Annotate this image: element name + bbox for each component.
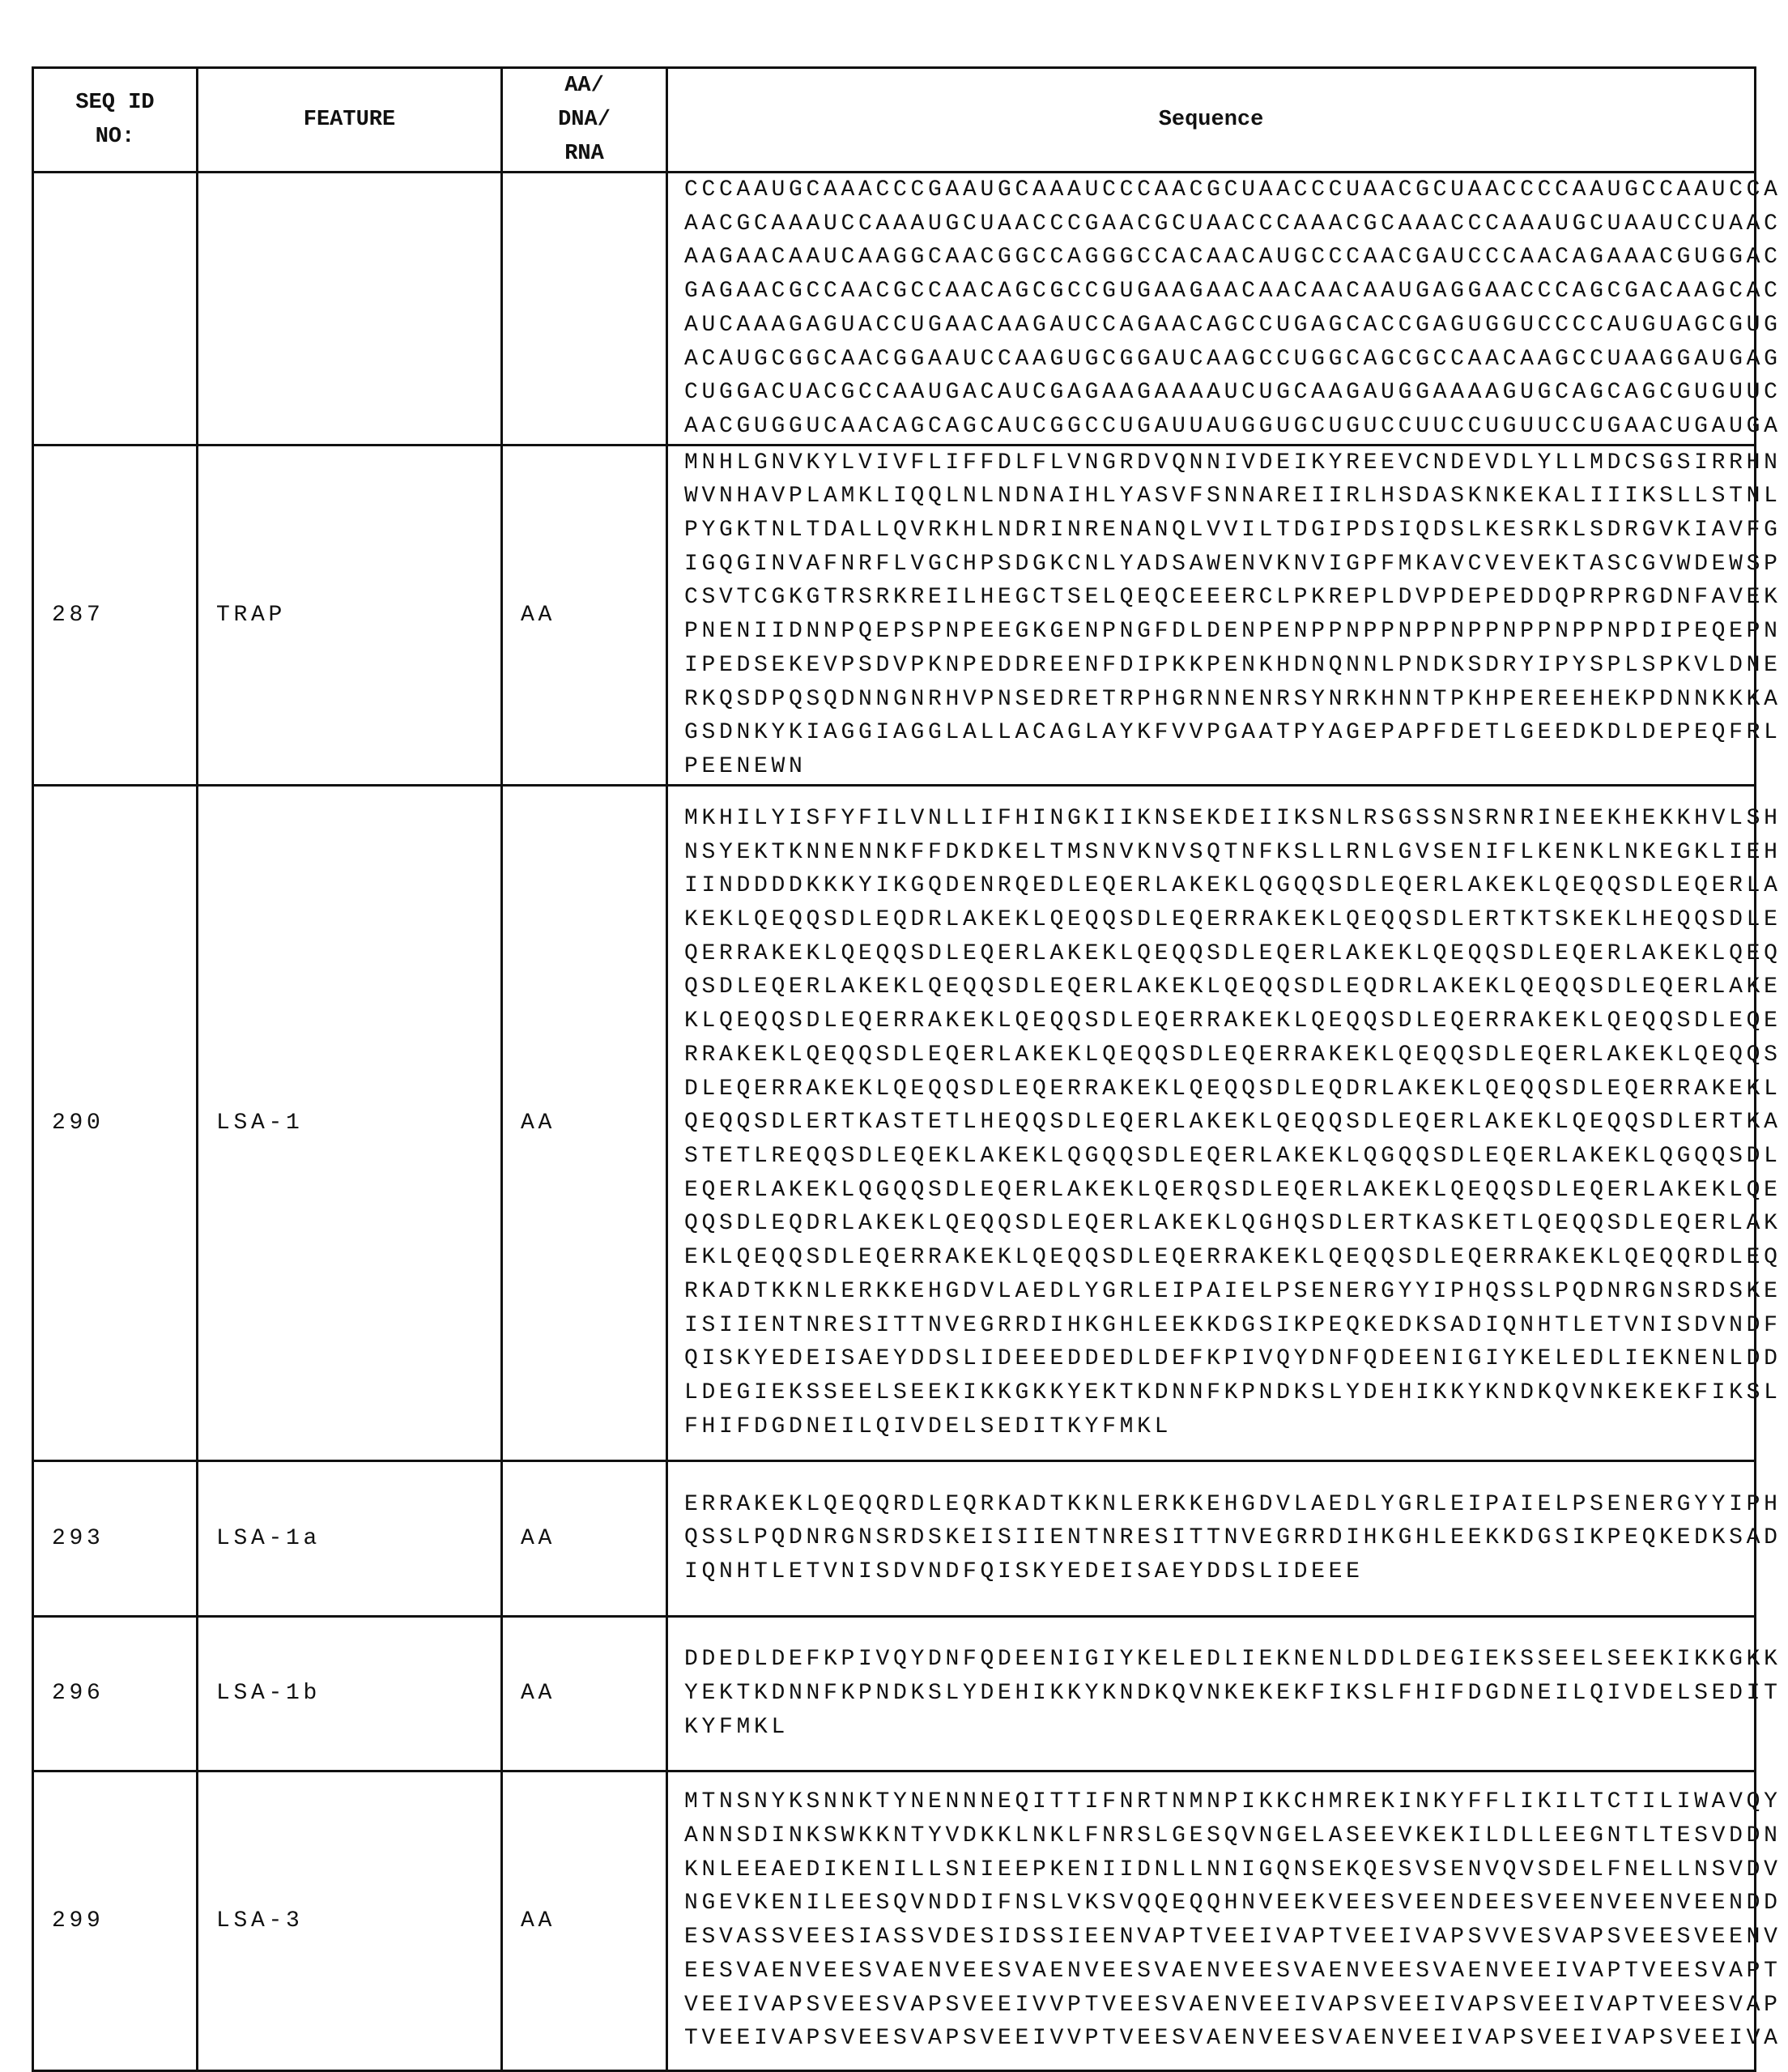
header-type-line: AA/ xyxy=(503,69,666,103)
type-cell-text: AA xyxy=(521,603,556,628)
feature-cell-text: TRAP xyxy=(216,603,286,628)
sequence-line: CSVTCGKGTRSRKREILHEGCTSELQEQCEEERCLPKREPLDVPDEPEDDQPRPRGDNFAVEK xyxy=(684,581,1754,615)
sequence-line: TVEEIVAPSVEESVAPSVEEIVVPTVEESVAENVEESVAENVEEIVAPSVEEIVAPSVEEIVA xyxy=(684,2022,1754,2056)
feature-cell xyxy=(198,1771,502,2070)
sequence-line: QQSDLEQDRLAKEKLQEQQSDLEQERLAKEKLQGHQSDLERTKASKETLQEQQSDLEQERLAK xyxy=(684,1207,1754,1241)
header-row xyxy=(33,68,1756,173)
type-cell xyxy=(502,785,667,1460)
type-cell xyxy=(502,173,667,446)
seq-id-cell-text: 293 xyxy=(52,1526,104,1551)
feature-cell-text: LSA-1b xyxy=(216,1681,321,1706)
sequence-line: RKQSDPQSQDNNGNRHVPNSEDRETRPHGRNNENRSYNRKHNNTPKHPEREEHEKPDNNKKKA xyxy=(684,683,1754,717)
sequence-line: CCCAAUGCAAACCCGAAUGCAAAUCCCAACGCUAACCCUAACGCUAACCCCAAUGCCAAUCCA xyxy=(684,173,1754,207)
feature-cell xyxy=(198,785,502,1460)
sequence-line: PNENIIDNNPQEPSPNPEEGKGENPNGFDLDENPENPPNPPNPPNPPNPPNPPNPDIPEQEPN xyxy=(684,615,1754,649)
sequence-line: FHIFDGDNEILQIVDELSEDITKYFMKL xyxy=(684,1410,1754,1444)
sequence-line: QSDLEQERLAKEKLQEQQSDLEQERLAKEKLQEQQSDLEQDRLAKEKLQEQQSDLEQERLAKE xyxy=(684,970,1754,1004)
sequence-line: LDEGIEKSSEELSEEKIKKGKKYEKTKDNNFKPNDKSLYDEHIKKYKNDKQVNKEKEKFIKSL xyxy=(684,1376,1754,1410)
seq-id-cell xyxy=(33,445,198,785)
sequence-cell xyxy=(667,1460,1756,1616)
sequence-line: IINDDDDKKKYIKGQDENRQEDLEQERLAKEKLQGQQSDLEQERLAKEKLQEQQSDLEQERLA xyxy=(684,869,1754,903)
sequence-line: DDEDLDEFKPIVQYDNFQDEENIGIYKELEDLIEKNENLDDLDEGIEKSSEELSEEKIKKGKK xyxy=(684,1643,1754,1677)
feature-cell xyxy=(198,1616,502,1771)
seq-id-cell xyxy=(33,1771,198,2070)
sequence-line: WVNHAVPLAMKLIQQLNLNDNAIHLYASVFSNNAREIIRLHSDASKNKEKALIIIKSLLSTNL xyxy=(684,480,1754,514)
sequence-line: KYFMKL xyxy=(684,1711,1754,1745)
seq-id-cell xyxy=(33,785,198,1460)
sequence-line: QERRAKEKLQEQQSDLEQERLAKEKLQEQQSDLEQERLAKEKLQEQQSDLEQERLAKEKLQEQ xyxy=(684,937,1754,971)
sequence-line: AUCAAAGAGUACCUGAACAAGAUCCAGAACAGCCUGAGCACCGAGUGGUCCCCAUGUAGCGUG xyxy=(684,309,1754,343)
sequence-line: QEQQSDLERTKASTETLHEQQSDLEQERLAKEKLQEQQSDLEQERLAKEKLQEQQSDLERTKA xyxy=(684,1106,1754,1140)
feature-cell-text: LSA-1 xyxy=(216,1111,304,1136)
type-cell-text: AA xyxy=(521,1526,556,1551)
sequence-line: RRAKEKLQEQQSDLEQERLAKEKLQEQQSDLEQERRAKEKLQEQQSDLEQERLAKEKLQEQQS xyxy=(684,1038,1754,1072)
sequence-line: IGQGINVAFNRFLVGCHPSDGKCNLYADSAWENVKNVIGPFMKAVCVEVEKTASCGVWDEWSP xyxy=(684,548,1754,582)
sequence-line: NSYEKTKNNENNKFFDKDKELTMSNVKNVSQTNFKSLLRNLGVSENIFLKENKLNKEGKLIEH xyxy=(684,836,1754,870)
header-feature: FEATURE xyxy=(198,68,502,173)
sequence-line: PEENEWN xyxy=(684,750,1754,784)
table-row xyxy=(33,1771,1756,2070)
type-cell-text: AA xyxy=(521,1681,556,1706)
sequence-table xyxy=(32,66,1756,2072)
seq-id-cell xyxy=(33,1616,198,1771)
sequence-line: AAGAACAAUCAAGGCAACGGCCAGGGCCACAACAUGCCCAACGAUCCCAACAGAAACGUGGAC xyxy=(684,241,1754,275)
header-seq-id-line: SEQ ID xyxy=(34,86,196,120)
sequence-cell xyxy=(667,1771,1756,2070)
header-seq-id xyxy=(33,68,198,173)
type-cell xyxy=(502,445,667,785)
table-row xyxy=(33,1616,1756,1771)
sequence-line: GSDNKYKIAGGIAGGLALLACAGLAYKFVVPGAATPYAGEPAPFDETLGEEDKDLDEPEQFRL xyxy=(684,716,1754,750)
header-type-line: DNA/ xyxy=(503,103,666,137)
sequence-line: QISKYEDEISAEYDDSLIDEEEDDEDLDEFKPIVQYDNFQDEENIGIYKELEDLIEKNENLDD xyxy=(684,1342,1754,1376)
sequence-line: ESVASSVEESIASSVDESIDSSIEENVAPTVEEIVAPTVEEIVAPSVVESVAPSVEESVEENV xyxy=(684,1921,1754,1955)
seq-id-cell xyxy=(33,173,198,446)
type-cell xyxy=(502,1460,667,1616)
seq-id-cell-text: 287 xyxy=(52,603,104,628)
sequence-line: KNLEEAEDIKENILLSNIEEPKENIIDNLLNNIGQNSEKQESVSENVQVSDELFNELLNSVDV xyxy=(684,1853,1754,1887)
sequence-line: EKLQEQQSDLEQERRAKEKLQEQQSDLEQERRAKEKLQEQQSDLEQERRAKEKLQEQQRDLEQ xyxy=(684,1241,1754,1275)
sequence-line: ANNSDINKSWKKNTYVDKKLNKLFNRSLGESQVNGELASEEVKEKILDLLEEGNTLTESVDDN xyxy=(684,1819,1754,1853)
sequence-line: EQERLAKEKLQGQQSDLEQERLAKEKLQERQSDLEQERLAKEKLQEQQSDLEQERLAKEKLQE xyxy=(684,1174,1754,1208)
sequence-line: STETLREQQSDLEQEKLAKEKLQGQQSDLEQERLAKEKLQGQQSDLEQERLAKEKLQGQQSDL xyxy=(684,1140,1754,1174)
sequence-line: YEKTKDNNFKPNDKSLYDEHIKKYKNDKQVNKEKEKFIKSLFHIFDGDNEILQIVDELSEDIT xyxy=(684,1677,1754,1711)
sequence-line: ERRAKEKLQEQQRDLEQRKADTKKNLERKKEHGDVLAEDLYGRLEIPAIELPSENERGYYIPH xyxy=(684,1488,1754,1522)
sequence-line: KEKLQEQQSDLEQDRLAKEKLQEQQSDLEQERRAKEKLQEQQSDLERTKTSKEKLHEQQSDLE xyxy=(684,903,1754,937)
sequence-line: EESVAENVEESVAENVEESVAENVEESVAENVEESVAENVEESVAENVEEIVAPTVEESVAPT xyxy=(684,1955,1754,1989)
type-cell-text: AA xyxy=(521,1908,556,1933)
feature-cell xyxy=(198,1460,502,1616)
sequence-cell xyxy=(667,1616,1756,1771)
sequence-line: AACGCAAAUCCAAAUGCUAACCCGAACGCUAACCCAAACGCAAACCCAAAUGCUAAUCCUAAC xyxy=(684,207,1754,241)
header-seq-id-line: NO: xyxy=(34,120,196,154)
feature-cell xyxy=(198,445,502,785)
sequence-line: MNHLGNVKYLVIVFLIFFDLFLVNGRDVQNNIVDEIKYREEVCNDEVDLYLLMDCSGSIRRHN xyxy=(684,446,1754,480)
sequence-line: IQNHTLETVNISDVNDFQISKYEDEISAEYDDSLIDEEE xyxy=(684,1555,1754,1589)
sequence-line: ISIIENTNRESITTNVEGRRDIHKGHLEEKKDGSIKPEQKEDKSADIQNHTLETVNISDVNDF xyxy=(684,1309,1754,1343)
table-row xyxy=(33,1460,1756,1616)
type-cell xyxy=(502,1771,667,2070)
header-type-line: RNA xyxy=(503,137,666,171)
seq-id-cell-text: 299 xyxy=(52,1908,104,1933)
sequence-line: MKHILYISFYFILVNLLIFHINGKIIKNSEKDEIIKSNLRSGSSNSRNRINEEKHEKKHVLSH xyxy=(684,802,1754,836)
sequence-line: KLQEQQSDLEQERRAKEKLQEQQSDLEQERRAKEKLQEQQSDLEQERRAKEKLQEQQSDLEQE xyxy=(684,1004,1754,1038)
table-row xyxy=(33,785,1756,1460)
sequence-line: MTNSNYKSNNKTYNENNNEQITTIFNRTNMNPIKKCHMREKINKYFFLIKILTCTILIWAVQY xyxy=(684,1785,1754,1819)
type-cell xyxy=(502,1616,667,1771)
seq-id-cell-text: 296 xyxy=(52,1681,104,1706)
sequence-line: PYGKTNLTDALLQVRKHLNDRINRENANQLVVILTDGIPDSIQDSLKESRKLSDRGVKIAVFG xyxy=(684,514,1754,548)
sequence-line: DLEQERRAKEKLQEQQSDLEQERRAKEKLQEQQSDLEQDRLAKEKLQEQQSDLEQERRAKEKL xyxy=(684,1072,1754,1106)
sequence-line: QSSLPQDNRGNSRDSKEISIIENTNRESITTNVEGRRDIHKGHLEEKKDGSIKPEQKEDKSAD xyxy=(684,1521,1754,1555)
seq-id-cell-text: 290 xyxy=(52,1111,104,1136)
sequence-cell xyxy=(667,173,1756,446)
sequence-line: VEEIVAPSVEESVAPSVEEIVVPTVEESVAENVEEIVAPSVEEIVAPSVEEIVAPTVEESVAP xyxy=(684,1989,1754,2023)
sequence-cell xyxy=(667,445,1756,785)
sequence-line: CUGGACUACGCCAAUGACAUCGAGAAGAAAAUCUGCAAGAUGGAAAAGUGCAGCAGCGUGUUC xyxy=(684,376,1754,410)
header-type xyxy=(502,68,667,173)
sequence-line: GAGAACGCCAACGCCAACAGCGCCGUGAAGAACAACAACAAUGAGGAACCCAGCGACAAGCAC xyxy=(684,275,1754,309)
type-cell-text: AA xyxy=(521,1111,556,1136)
header-sequence: Sequence xyxy=(667,68,1756,173)
sequence-line: NGEVKENILEESQVNDDIFNSLVKSVQQEQQHNVEEKVEESVEENDEESVEENVEENVEENDD xyxy=(684,1887,1754,1921)
feature-cell-text: LSA-1a xyxy=(216,1526,321,1551)
seq-id-cell xyxy=(33,1460,198,1616)
sequence-cell xyxy=(667,785,1756,1460)
sequence-line: ACAUGCGGCAACGGAAUCCAAGUGCGGAUCAAGCCUGGCAGCGCCAACAAGCCUAAGGAUGAG xyxy=(684,343,1754,377)
feature-cell-text: LSA-3 xyxy=(216,1908,304,1933)
table-row xyxy=(33,173,1756,446)
feature-cell xyxy=(198,173,502,446)
sequence-line: AACGUGGUCAACAGCAGCAUCGGCCUGAUUAUGGUGCUGUCCUUCCUGUUCCUGAACUGAUGA xyxy=(684,410,1754,444)
table-row xyxy=(33,445,1756,785)
sequence-line: RKADTKKNLERKKEHGDVLAEDLYGRLEIPAIELPSENERGYYIPHQSSLPQDNRGNSRDSKE xyxy=(684,1275,1754,1309)
sequence-line: IPEDSEKEVPSDVPKNPEDDREENFDIPKKPENKHDNQNNLPNDKSDRYIPYSPLSPKVLDNE xyxy=(684,649,1754,683)
